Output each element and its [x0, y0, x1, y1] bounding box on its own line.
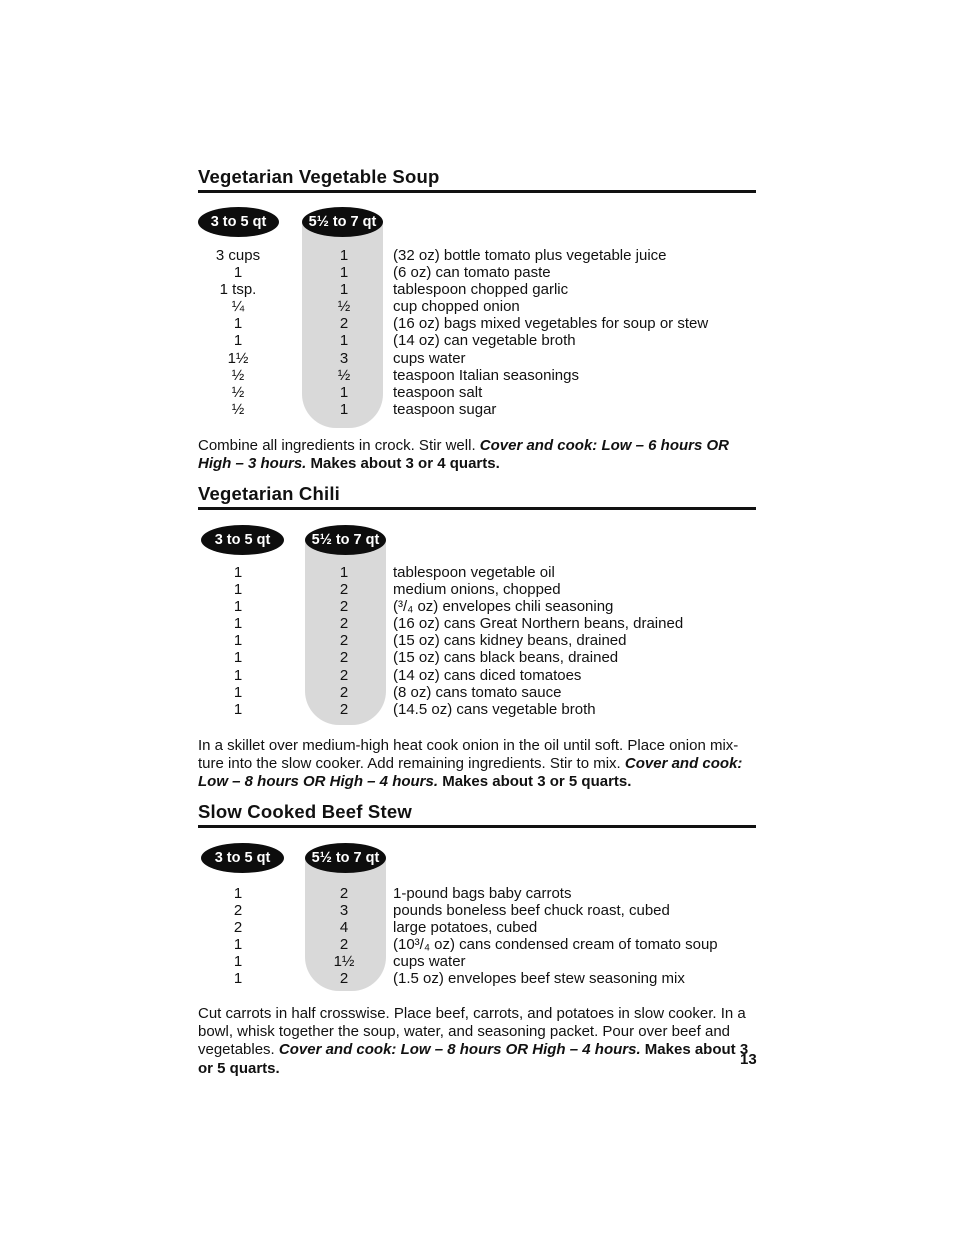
large-size-badge: 5½ to 7 qt	[305, 843, 386, 873]
large-size-badge: 5½ to 7 qt	[305, 525, 386, 555]
manual-page: Vegetarian Vegetable Soup 3 to 5 qt 5½ to 7 qt 3 cups 1 (32 oz) bottle tomato plus vegetable juice 1 1 (6 oz) can tomato paste 1 tsp. 1 tablespoon chopped garlic ¼ ½ cup chopped onion 1 2 (16 oz) bags mixed vegetables for soup or stew 1 1 (14 oz) can vegetable broth 1½ 3 cups water ½ ½ teaspoon Italian seasonings ½ 1 teaspoon salt ½ 1 teaspoon sugar Combine all ingredients in crock. Stir well. Cover and cook: Low – 6 hours OR High – 3 hours. Makes about 3 or 4 quarts. Vegetarian Chili 3 to 5 qt 5½ to 7 qt 1 1 tablespoon vegetable oil 1 2 medium onions, chopped 1 2 (³/₄ oz) envelopes chili seasoning 1 2 (16 oz) cans Great Northern beans, drained 1 2 (15 oz) cans kidney beans, drained 1 2 (15 oz) cans black beans, drained 1 2 (14 oz) cans diced tomatoes 1 2 (8 oz) cans tomato sauce 1 2 (14.5 oz) cans vegetable broth In a skillet over medium-high heat cook onion in the oil until soft. Place onion mixture into the slow cooker. Add remaining ingredients. Stir to mix. Cover and cook: Low – 8 hours OR High – 4 hours. Makes about 3 or 5 quarts. Slow Cooked Beef Stew 3 to 5 qt 5½ to 7 qt 1 2 1-pound bags baby carrots 2 3 pounds boneless beef chuck roast, cubed 2 4 large potatoes, cubed 1 2 (10³/₄ oz) cans condensed cream of tomato soup 1 1½ cups water 1 2 (1.5 oz) envelopes beef stew seasoning mix Cut carrots in half crosswise. Place beef, carrots, and potatoes in slow cooker. In a bowl, whisk together the soup, water, and seasoning packet. Pour over beef and vegetables. Cover and cook: Low – 8 hours OR High – 4 hours. Makes about 3 or 5 quarts. 13	[198, 166, 757, 1077]
recipe-directions: Combine all ingredients in crock. Stir well. Cover and cook: Low – 6 hours OR High – 3 hours. Makes about 3 or 4 quarts.	[198, 437, 729, 473]
large-size-badge: 5½ to 7 qt	[302, 207, 383, 237]
small-size-badge: 3 to 5 qt	[201, 525, 284, 555]
title-rule	[198, 825, 756, 828]
small-size-badge: 3 to 5 qt	[198, 207, 279, 237]
recipe-title: Vegetarian Chili	[198, 483, 340, 504]
recipe-directions: In a skillet over medium-high heat cook onion in the oil until soft. Place onion mixture into the slow cooker. Add remaining ingredients. Stir to mix. Cover and cook: Low – 8 hours OR High – 4 hours. Makes about 3 or 5 quarts.	[198, 737, 743, 791]
recipe-title: Vegetarian Vegetable Soup	[198, 166, 440, 187]
recipe-directions: Cut carrots in half crosswise. Place beef, carrots, and potatoes in slow cooker. In a bowl, whisk together the soup, water, and seasoning packet. Pour over beef and vegetables. Cover and cook: Low – 8 hours OR High – 4 hours. Makes about 3 or 5 quarts.	[198, 1005, 749, 1077]
small-size-badge: 3 to 5 qt	[201, 843, 284, 873]
page-number: 13	[740, 1051, 757, 1068]
title-rule	[198, 190, 756, 193]
title-rule	[198, 507, 756, 510]
recipe-title: Slow Cooked Beef Stew	[198, 801, 412, 822]
